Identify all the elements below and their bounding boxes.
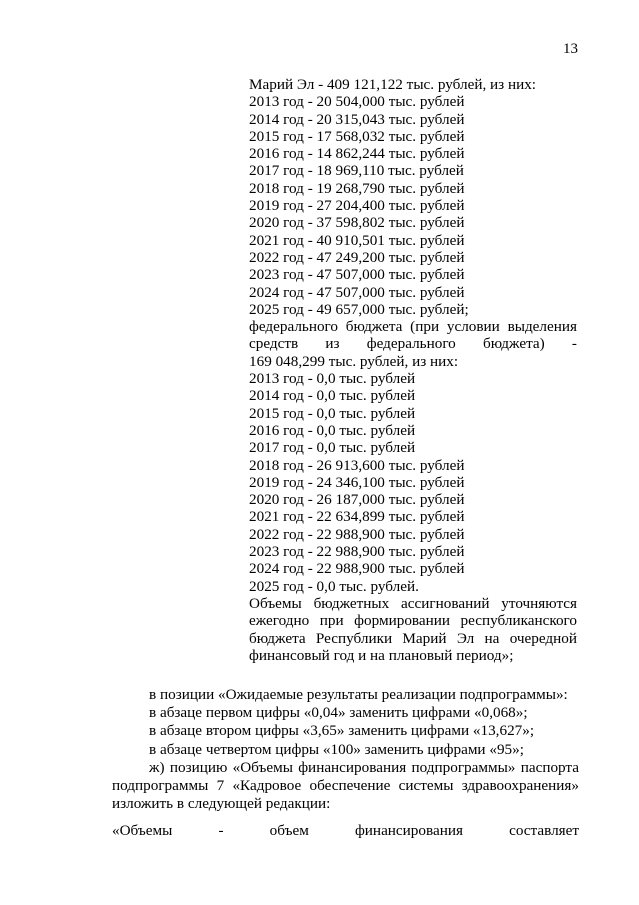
- republican-year-line: 2024 год - 47 507,000 тыс. рублей: [249, 283, 465, 301]
- allocation-note-line: ежегодно при формировании республиканского: [249, 612, 577, 630]
- amendment-paragraph: ж) позицию «Объемы финансирования подпрограммы» паспорта: [149, 758, 579, 776]
- funding-volume-word: составляет: [509, 822, 580, 839]
- funding-volume-label: «Объемы: [112, 822, 173, 839]
- republican-year-line: 2015 год - 17 568,032 тыс. рублей: [249, 127, 465, 145]
- federal-year-line: 2023 год - 22 988,900 тыс. рублей: [249, 543, 465, 561]
- federal-year-line: 2019 год - 24 346,100 тыс. рублей: [249, 473, 465, 491]
- republican-year-line: 2017 год - 18 969,110 тыс. рублей: [249, 162, 464, 180]
- federal-budget-heading-line: 169 048,299 тыс. рублей, из них:: [249, 352, 459, 370]
- allocation-note-line: бюджета Республики Марий Эл на очередной: [249, 629, 577, 647]
- amendment-paragraph: в абзаце четвертом цифры «100» заменить цифрами «95»;: [149, 740, 524, 758]
- republican-budget-heading: Марий Эл - 409 121,122 тыс. рублей, из них:: [249, 76, 537, 93]
- republican-year-line: 2016 год - 14 862,244 тыс. рублей: [249, 145, 465, 163]
- republican-year-line: 2018 год - 19 268,790 тыс. рублей: [249, 179, 465, 197]
- federal-budget-heading-line: средств из федерального бюджета) -: [249, 335, 577, 353]
- federal-year-line: 2016 год - 0,0 тыс. рублей: [249, 421, 416, 439]
- federal-year-line: 2024 год - 22 988,900 тыс. рублей: [249, 560, 465, 578]
- republican-year-line: 2014 год - 20 315,043 тыс. рублей: [249, 110, 465, 128]
- amendment-paragraph: в абзаце втором цифры «3,65» заменить цифрами «13,627»;: [149, 722, 535, 740]
- federal-year-line: 2022 год - 22 988,900 тыс. рублей: [249, 525, 465, 543]
- republican-year-line: 2020 год - 37 598,802 тыс. рублей: [249, 214, 465, 232]
- republican-year-line: 2022 год - 47 249,200 тыс. рублей: [249, 248, 465, 266]
- republican-year-line: 2023 год - 47 507,000 тыс. рублей: [249, 266, 465, 284]
- funding-block: [249, 76, 577, 664]
- federal-year-line: 2020 год - 26 187,000 тыс. рублей: [249, 491, 465, 509]
- federal-year-line: 2018 год - 26 913,600 тыс. рублей: [249, 456, 465, 474]
- amendment-paragraph: в абзаце первом цифры «0,04» заменить цифрами «0,068»;: [149, 704, 528, 722]
- funding-volume-word: объем: [269, 822, 309, 839]
- allocation-note-line: финансовый год и на плановый период»;: [249, 646, 514, 664]
- funding-volume-word: финансирования: [354, 822, 463, 839]
- republican-year-line: 2013 год - 20 504,000 тыс. рублей: [249, 93, 465, 111]
- federal-year-line: 2025 год - 0,0 тыс. рублей.: [249, 577, 419, 595]
- republican-year-line: 2019 год - 27 204,400 тыс. рублей: [249, 197, 465, 215]
- amendment-paragraph-continuation: изложить в следующей редакции:: [112, 795, 331, 813]
- amendment-paragraph: в позиции «Ожидаемые результаты реализации подпрограммы»:: [149, 686, 568, 703]
- republican-year-line: 2021 год - 40 910,501 тыс. рублей: [249, 231, 465, 249]
- amendment-text: [112, 686, 579, 813]
- funding-volume-row: [112, 822, 579, 840]
- amendment-paragraph-continuation: подпрограммы 7 «Кадровое обеспечение системы здравоохранения»: [112, 777, 579, 795]
- funding-volume-dash: -: [218, 822, 224, 839]
- federal-year-line: 2014 год - 0,0 тыс. рублей: [249, 387, 416, 405]
- federal-budget-heading-line: федерального бюджета (при условии выделения: [249, 318, 577, 336]
- allocation-note-line: Объемы бюджетных ассигнований уточняются: [249, 594, 577, 612]
- federal-year-line: 2017 год - 0,0 тыс. рублей: [249, 439, 416, 457]
- federal-year-line: 2015 год - 0,0 тыс. рублей: [249, 404, 416, 422]
- page-number: 13: [563, 41, 578, 57]
- republican-year-line: 2025 год - 49 657,000 тыс. рублей;: [249, 300, 469, 318]
- federal-year-line: 2021 год - 22 634,899 тыс. рублей: [249, 508, 465, 526]
- federal-year-line: 2013 год - 0,0 тыс. рублей: [249, 370, 416, 388]
